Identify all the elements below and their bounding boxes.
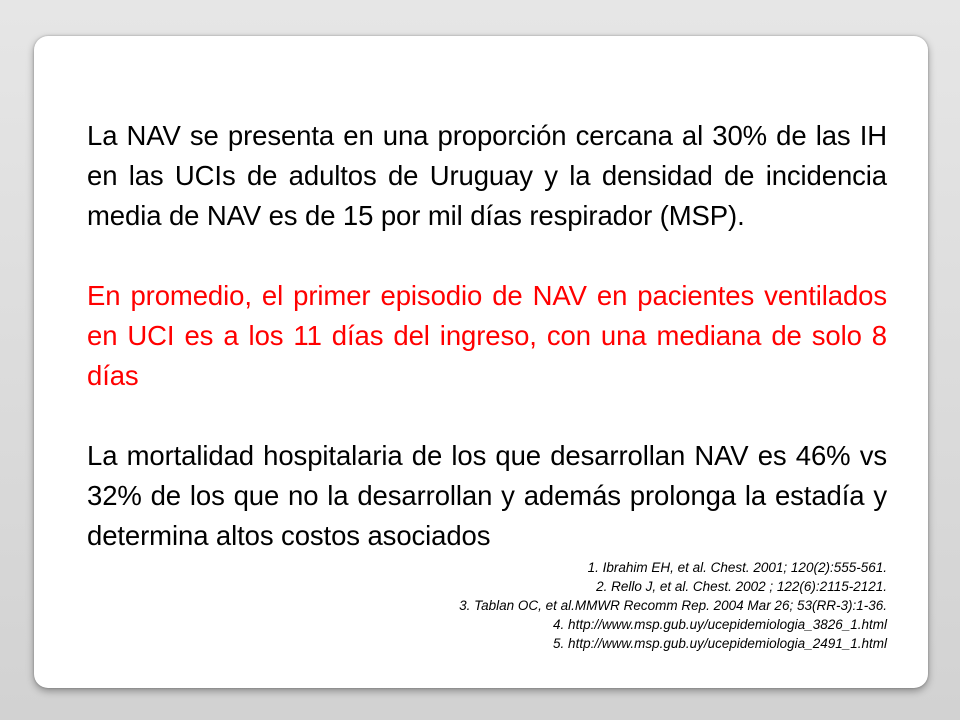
references-list (87, 558, 887, 653)
reference-item: 3. Tablan OC, et al.MMWR Recomm Rep. 2004 Mar 26; 53(RR-3):1-36. (459, 598, 887, 613)
reference-item: 2. Rello J, et al. Chest. 2002 ; 122(6):2115-2121. (596, 579, 887, 594)
slide-card (34, 36, 928, 688)
slide-content (87, 116, 887, 653)
paragraph-nav-proportion: La NAV se presenta en una proporción cercana al 30% de las IH en las UCIs de adultos de Uruguay y la densidad de incidencia media de NAV es de 15 por mil días respirador (MSP). (87, 120, 887, 231)
reference-link[interactable]: 4. http://www.msp.gub.uy/ucepidemiologia_3826_1.html (553, 617, 887, 632)
paragraph-mortality: La mortalidad hospitalaria de los que desarrollan NAV es 46% vs 32% de los que no la desarrollan y además prolonga la estadía y determina altos costos asociados (87, 440, 887, 551)
paragraph-first-episode: En promedio, el primer episodio de NAV en pacientes ventilados en UCI es a los 11 días del ingreso, con una mediana de solo 8 días (87, 280, 887, 391)
reference-item: 1. Ibrahim EH, et al. Chest. 2001; 120(2):555-561. (587, 560, 887, 575)
reference-link[interactable]: 5. http://www.msp.gub.uy/ucepidemiologia_2491_1.html (553, 636, 887, 651)
